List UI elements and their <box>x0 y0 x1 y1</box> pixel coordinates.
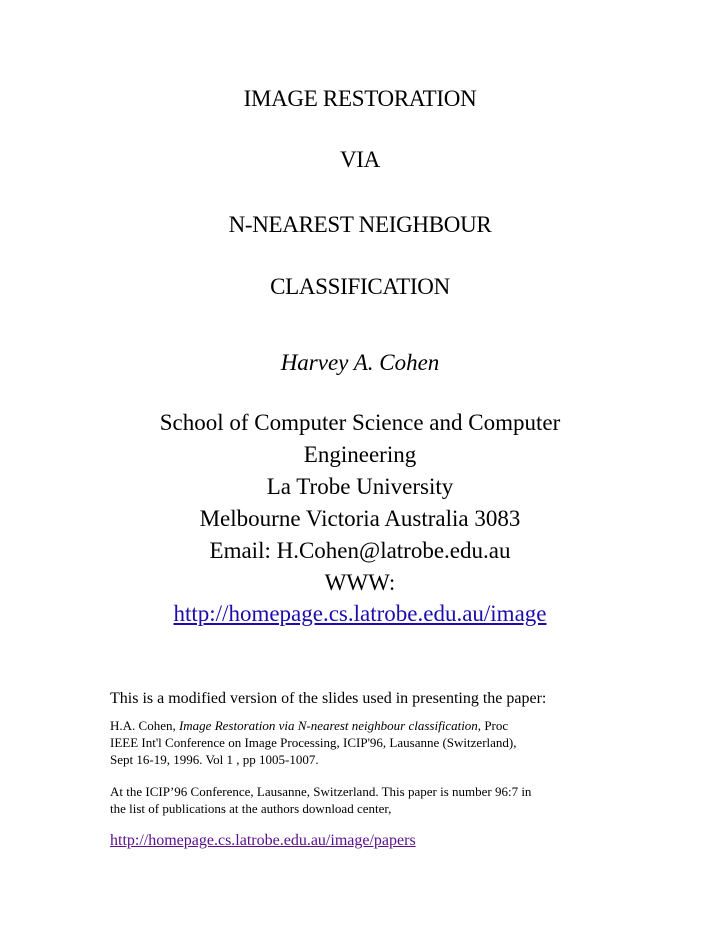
conference-note <box>110 783 620 817</box>
papers-link[interactable]: http://homepage.cs.latrobe.edu.au/image/papers <box>110 832 416 849</box>
citation-proc: Proc <box>481 718 509 733</box>
conference-line-1: At the ICIP’96 Conference, Lausanne, Switzerland. This paper is number 96:7 in <box>110 784 532 799</box>
citation-line-3: Sept 16-19, 1996. Vol 1 , pp 1005-1007. <box>110 752 319 767</box>
citation-author: H.A. Cohen, <box>110 718 179 733</box>
school-line-1: School of Computer Science and Computer <box>159 410 561 435</box>
conference-line-2: the list of publications at the authors download center, <box>110 801 392 816</box>
citation-line-2: IEEE Int'l Conference on Image Processing, ICIP'96, Lausanne (Switzerland), <box>110 735 517 750</box>
university: La Trobe University <box>266 474 454 499</box>
title-line-3: N-NEAREST NEIGHBOUR <box>228 212 492 237</box>
title-line-1: IMAGE RESTORATION <box>243 86 477 111</box>
school-line-2: Engineering <box>303 442 417 467</box>
citation-title: Image Restoration via N-nearest neighbour classification, <box>178 718 482 733</box>
title-line-4: CLASSIFICATION <box>270 274 450 299</box>
address: Melbourne Victoria Australia 3083 <box>199 506 521 531</box>
author-name: Harvey A. Cohen <box>280 350 440 375</box>
www-label: WWW: <box>324 570 396 595</box>
email: Email: H.Cohen@latrobe.edu.au <box>209 538 511 563</box>
title-line-2: VIA <box>340 147 380 172</box>
homepage-link[interactable]: http://homepage.cs.latrobe.edu.au/image <box>173 601 547 626</box>
intro-note: This is a modified version of the slides used in presenting the paper: <box>110 690 547 707</box>
citation <box>110 717 620 768</box>
